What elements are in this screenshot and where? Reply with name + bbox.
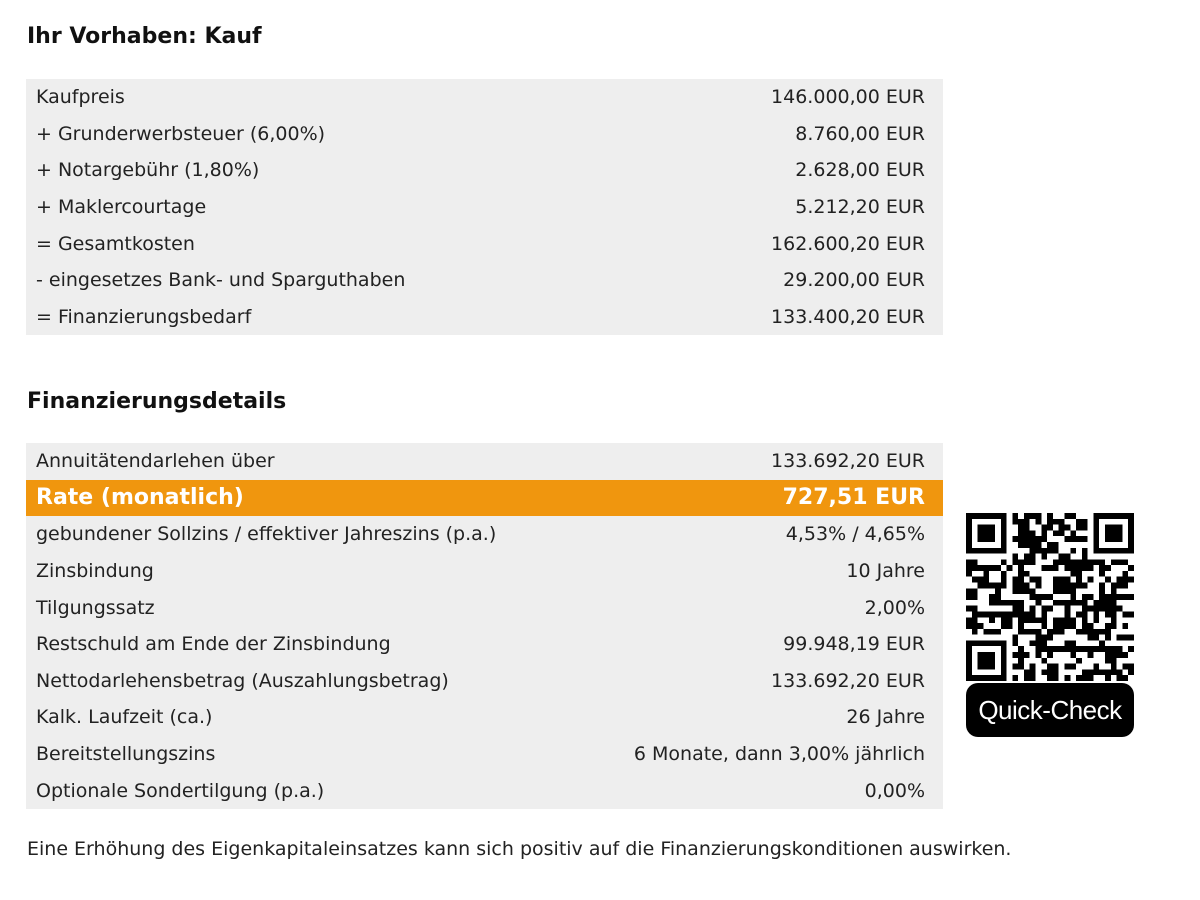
row-label: = Finanzierungsbedarf bbox=[36, 305, 252, 328]
table-row bbox=[26, 116, 943, 153]
table-row bbox=[26, 299, 943, 336]
financing-title: Finanzierungsdetails bbox=[27, 389, 287, 414]
row-label: Annuitätendarlehen über bbox=[36, 450, 275, 473]
row-label: Bereitstellungszins bbox=[36, 743, 216, 766]
row-label: Kaufpreis bbox=[36, 86, 125, 109]
table-row bbox=[26, 626, 943, 663]
table-row bbox=[26, 516, 943, 553]
row-value: 6 Monate, dann 3,00% jährlich bbox=[633, 743, 925, 766]
row-label: Nettodarlehensbetrag (Auszahlungsbetrag) bbox=[36, 669, 449, 692]
row-value: 133.692,20 EUR bbox=[771, 450, 925, 473]
row-label: Zinsbindung bbox=[36, 560, 154, 583]
row-label: + Notargebühr (1,80%) bbox=[36, 159, 260, 182]
table-row bbox=[26, 262, 943, 299]
quick-check-button[interactable]: Quick-Check bbox=[966, 683, 1134, 737]
row-label: Restschuld am Ende der Zinsbindung bbox=[36, 633, 391, 656]
row-value: 162.600,20 EUR bbox=[771, 232, 925, 255]
row-label: + Grunderwerbsteuer (6,00%) bbox=[36, 122, 326, 145]
table-row bbox=[26, 772, 943, 809]
table-row bbox=[26, 553, 943, 590]
table-row bbox=[26, 225, 943, 262]
row-value: 26 Jahre bbox=[846, 706, 925, 729]
table-row bbox=[26, 663, 943, 700]
row-value: 727,51 EUR bbox=[782, 485, 925, 511]
row-label: Kalk. Laufzeit (ca.) bbox=[36, 706, 213, 729]
row-value: 99.948,19 EUR bbox=[783, 633, 925, 656]
row-label: + Maklercourtage bbox=[36, 196, 207, 219]
row-value: 0,00% bbox=[864, 779, 925, 802]
purchase-cost-table bbox=[26, 79, 943, 335]
monthly-rate-row bbox=[26, 480, 943, 517]
row-label: Optionale Sondertilgung (p.a.) bbox=[36, 779, 325, 802]
qr-code-icon[interactable] bbox=[966, 513, 1134, 681]
row-value: 133.692,20 EUR bbox=[771, 669, 925, 692]
table-row bbox=[26, 443, 943, 480]
row-value: 2.628,00 EUR bbox=[795, 159, 925, 182]
financing-details-table bbox=[26, 443, 943, 809]
purchase-title: Ihr Vorhaben: Kauf bbox=[27, 24, 262, 49]
row-value: 29.200,00 EUR bbox=[783, 269, 925, 292]
table-row bbox=[26, 699, 943, 736]
row-label: gebundener Sollzins / effektiver Jahreszins (p.a.) bbox=[36, 523, 497, 546]
row-value: 133.400,20 EUR bbox=[771, 305, 925, 328]
table-row bbox=[26, 589, 943, 626]
row-label: Rate (monatlich) bbox=[36, 485, 244, 511]
row-value: 5.212,20 EUR bbox=[795, 196, 925, 219]
table-row bbox=[26, 152, 943, 189]
row-value: 146.000,00 EUR bbox=[771, 86, 925, 109]
table-row bbox=[26, 79, 943, 116]
row-value: 10 Jahre bbox=[846, 560, 925, 583]
row-value: 8.760,00 EUR bbox=[795, 122, 925, 145]
row-value: 2,00% bbox=[864, 596, 925, 619]
table-row bbox=[26, 736, 943, 773]
row-label: = Gesamtkosten bbox=[36, 232, 195, 255]
row-label: - eingesetzes Bank- und Sparguthaben bbox=[36, 269, 406, 292]
row-label: Tilgungssatz bbox=[36, 596, 155, 619]
table-row bbox=[26, 189, 943, 226]
equity-note: Eine Erhöhung des Eigenkapitaleinsatzes kann sich positiv auf die Finanzierungskonditionen auswirken. bbox=[27, 838, 1012, 860]
row-value: 4,53% / 4,65% bbox=[785, 523, 925, 546]
